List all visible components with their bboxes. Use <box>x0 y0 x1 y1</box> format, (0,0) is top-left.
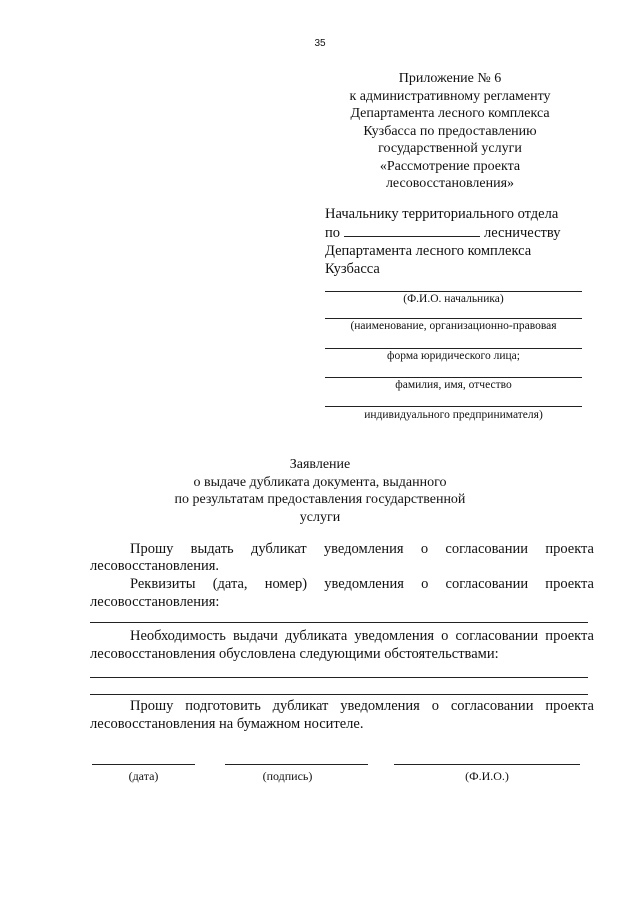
annex-line: «Рассмотрение проекта <box>379 158 521 174</box>
addressee-prefix: по <box>325 225 341 241</box>
title-line: о выдаче дубликата документа, выданного <box>193 474 447 490</box>
paragraph-request-end: лесовосстановления. <box>90 558 220 574</box>
annex-header <box>330 70 570 193</box>
paragraph-paper: Прошу подготовить дубликат уведомления о согласовании проекта <box>130 698 594 714</box>
name-line[interactable] <box>394 764 580 765</box>
head-name-line[interactable] <box>325 291 582 292</box>
addressee-line: Начальнику территориального отдела <box>325 206 559 222</box>
date-line[interactable] <box>92 764 195 765</box>
title-line: Заявление <box>289 457 351 472</box>
signature-caption: (подпись) <box>262 769 313 783</box>
paragraph-reason: Необходимость выдачи дубликата уведомления о согласовании проекта <box>130 628 594 644</box>
reason-line[interactable] <box>90 694 588 695</box>
field-caption: индивидуального предпринимателя) <box>364 409 543 421</box>
signature-line[interactable] <box>225 764 368 765</box>
addressee-forestry-line <box>325 223 590 242</box>
field-caption: форма юридического лица; <box>387 350 520 362</box>
title-line: по результатам предоставления государственной <box>174 492 466 507</box>
forestry-name-blank[interactable] <box>344 223 480 237</box>
applicant-line[interactable] <box>325 348 582 349</box>
field-caption: (Ф.И.О. начальника) <box>403 293 504 305</box>
page-number: 35 <box>314 38 326 49</box>
document-title <box>0 456 640 526</box>
annex-line: Приложение № 6 <box>398 71 502 86</box>
title-line: услуги <box>299 509 341 525</box>
paragraph-paper-end: лесовосстановления на бумажном носителе. <box>90 716 364 732</box>
annex-line: государственной услуги <box>378 141 522 156</box>
paragraph-reason-end: лесовосстановления обусловлена следующими обстоятельствами: <box>90 646 499 662</box>
details-line[interactable] <box>90 622 588 623</box>
annex-line: Департамента лесного комплекса <box>350 106 550 121</box>
annex-line: к административному регламенту <box>349 88 551 104</box>
field-caption: (наименование, организационно-правовая <box>350 320 557 332</box>
annex-line: лесовосстановления» <box>385 176 515 191</box>
paragraph-details: Реквизиты (дата, номер) уведомления о согласовании проекта <box>130 576 594 592</box>
applicant-line[interactable] <box>325 377 582 378</box>
addressee-block <box>325 205 590 278</box>
applicant-line[interactable] <box>325 318 582 319</box>
addressee-line: Департамента лесного комплекса <box>325 243 532 259</box>
addressee-line: Кузбасса <box>325 261 380 277</box>
paragraph-details-end: лесовосстановления: <box>90 594 220 610</box>
reason-line[interactable] <box>90 677 588 678</box>
applicant-line[interactable] <box>325 406 582 407</box>
name-caption: (Ф.И.О.) <box>465 769 509 783</box>
field-caption: фамилия, имя, отчество <box>395 379 512 391</box>
annex-line: Кузбасса по предоставлению <box>363 123 537 139</box>
addressee-suffix: лесничеству <box>484 225 561 241</box>
paragraph-request: Прошу выдать дубликат уведомления о согласовании проекта <box>130 541 594 557</box>
date-caption: (дата) <box>128 769 159 783</box>
